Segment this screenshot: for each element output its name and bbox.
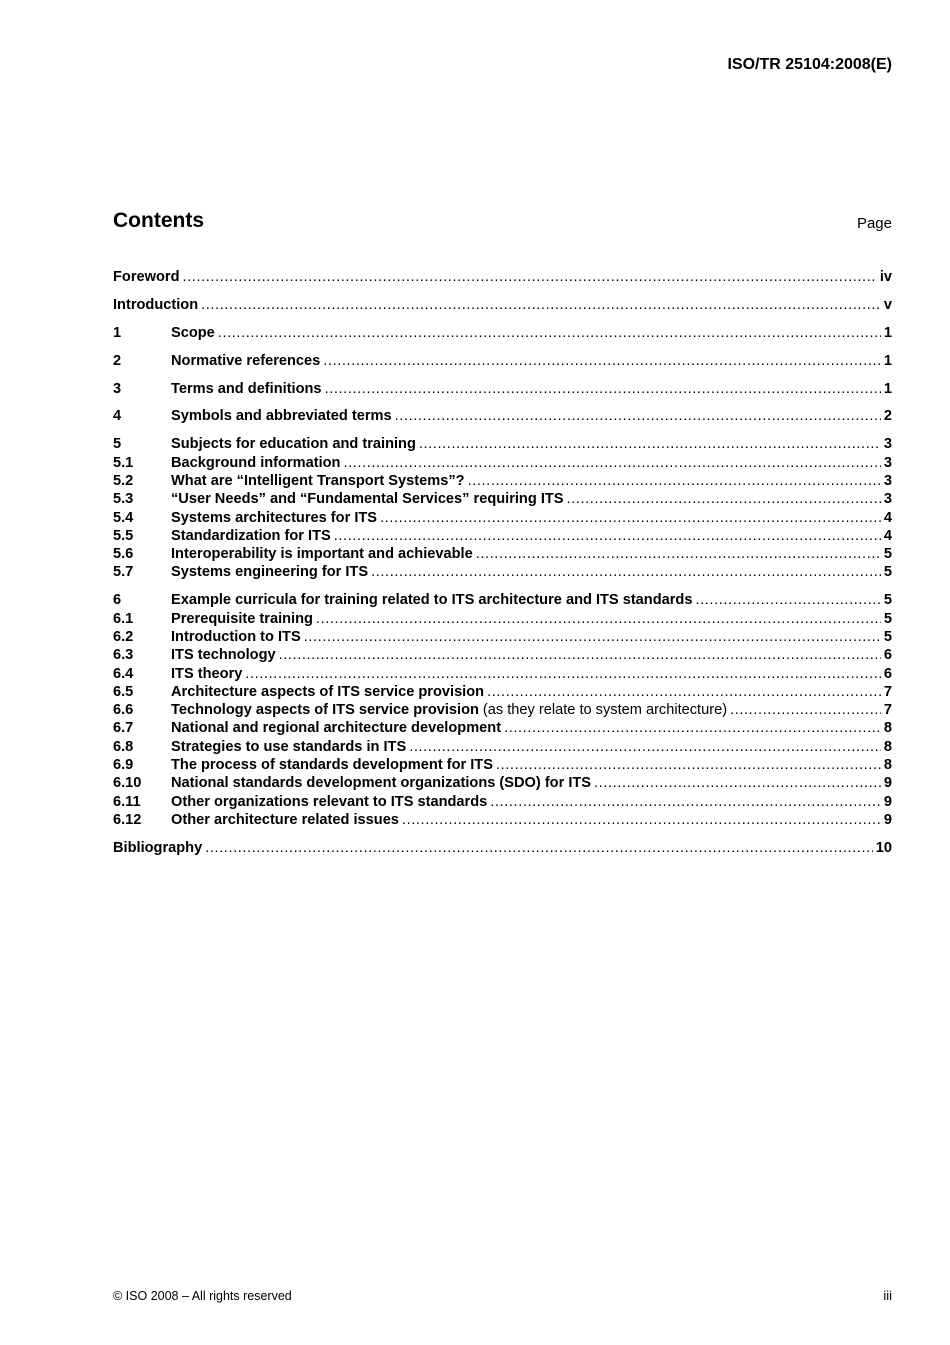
- toc-number: 2: [113, 352, 122, 369]
- toc-page: 9: [883, 811, 892, 828]
- toc-entry-5-6[interactable]: [113, 545, 892, 563]
- dot-leader: [279, 646, 881, 664]
- dot-leader: [380, 509, 881, 527]
- toc-number: 6.4: [113, 665, 134, 682]
- dot-leader: [468, 472, 881, 490]
- dot-leader: [567, 490, 881, 508]
- toc-page: 2: [883, 408, 892, 425]
- dot-leader: [594, 774, 881, 792]
- toc-page: 5: [883, 592, 892, 609]
- dot-leader: [409, 738, 881, 756]
- dot-leader: [182, 268, 876, 286]
- toc-number: 6.1: [113, 610, 134, 627]
- toc-entry-5-3[interactable]: [113, 490, 892, 508]
- toc-title: Normative references: [171, 352, 321, 369]
- dot-leader: [205, 839, 873, 857]
- toc-entry-6-7[interactable]: [113, 719, 892, 737]
- toc-title: Other organizations relevant to ITS standards: [171, 793, 488, 810]
- toc-number: 3: [113, 380, 122, 397]
- toc-number: 6.12: [113, 811, 142, 828]
- toc-number: 5.4: [113, 509, 134, 526]
- toc-page: 9: [883, 775, 892, 792]
- toc-page: 6: [883, 665, 892, 682]
- toc-page: 4: [883, 527, 892, 544]
- toc-entry-6-3[interactable]: [113, 646, 892, 664]
- dot-leader: [218, 324, 881, 342]
- dot-leader: [402, 811, 881, 829]
- toc-entry-2[interactable]: [113, 352, 892, 370]
- dot-leader: [343, 454, 880, 472]
- toc-page: 8: [883, 738, 892, 755]
- toc-page: 1: [883, 352, 892, 369]
- toc-entry-6-4[interactable]: [113, 665, 892, 683]
- toc-entry-introduction[interactable]: [113, 296, 892, 314]
- toc-page: 1: [883, 324, 892, 341]
- toc-title: Technology aspects of ITS service provision: [171, 702, 479, 719]
- dot-leader: [323, 352, 881, 370]
- toc-entry-5-1[interactable]: [113, 454, 892, 472]
- toc-page: 5: [883, 564, 892, 581]
- dot-leader: [490, 793, 881, 811]
- toc-title: Introduction to ITS: [171, 628, 301, 645]
- toc-entry-1[interactable]: [113, 324, 892, 342]
- toc-title: Bibliography: [113, 839, 203, 856]
- toc-entry-6-2[interactable]: [113, 628, 892, 646]
- toc-title: Architecture aspects of ITS service provision: [171, 683, 485, 700]
- toc-number: 6.3: [113, 647, 134, 664]
- dot-leader: [371, 563, 881, 581]
- toc-page: 1: [883, 380, 892, 397]
- page-number: iii: [883, 1288, 892, 1303]
- toc-entry-6-12[interactable]: [113, 811, 892, 829]
- toc-page: 5: [883, 628, 892, 645]
- toc-page: 3: [883, 472, 892, 489]
- toc-number: 6.8: [113, 738, 134, 755]
- toc-entry-foreword[interactable]: [113, 268, 892, 286]
- toc-entry-5[interactable]: [113, 435, 892, 453]
- toc-title: Systems architectures for ITS: [171, 509, 378, 526]
- toc-number: 5.2: [113, 472, 134, 489]
- dot-leader: [695, 591, 880, 609]
- toc-entry-5-2[interactable]: [113, 472, 892, 490]
- page-column-label: Page: [856, 215, 892, 232]
- toc-entry-4[interactable]: [113, 407, 892, 425]
- toc-page: 4: [883, 509, 892, 526]
- toc-page: 3: [883, 491, 892, 508]
- toc-page: iv: [879, 269, 892, 285]
- toc-number: 5: [113, 436, 122, 453]
- toc-title-note: (as they relate to system architecture): [482, 702, 728, 719]
- dot-leader: [201, 296, 881, 314]
- table-of-contents: [113, 268, 892, 857]
- toc-title: Symbols and abbreviated terms: [171, 408, 392, 425]
- toc-page: 5: [883, 610, 892, 627]
- toc-number: 6.2: [113, 628, 134, 645]
- toc-page: 8: [883, 756, 892, 773]
- dot-leader: [304, 628, 881, 646]
- toc-page: 3: [883, 436, 892, 453]
- toc-number: 5.7: [113, 564, 134, 581]
- toc-entry-5-7[interactable]: [113, 563, 892, 581]
- toc-entry-6[interactable]: [113, 591, 892, 609]
- dot-leader: [395, 407, 881, 425]
- toc-entry-6-5[interactable]: [113, 683, 892, 701]
- toc-page: 5: [883, 546, 892, 563]
- toc-page: v: [883, 296, 892, 313]
- toc-title: National and regional architecture development: [171, 720, 502, 737]
- toc-title: Foreword: [113, 269, 180, 285]
- toc-title: National standards development organizations (SDO) for ITS: [171, 775, 592, 792]
- toc-title: Scope: [171, 324, 215, 341]
- document-id: ISO/TR 25104:2008(E): [727, 56, 892, 73]
- dot-leader: [334, 527, 881, 545]
- toc-title: Example curricula for training related to ITS architecture and ITS standards: [171, 592, 693, 609]
- toc-entry-6-10[interactable]: [113, 774, 892, 792]
- toc-page: 3: [883, 454, 892, 471]
- toc-number: 5.6: [113, 546, 134, 563]
- dot-leader: [504, 719, 881, 737]
- toc-number: 1: [113, 324, 122, 341]
- toc-title: “User Needs” and “Fundamental Services” requiring ITS: [171, 491, 564, 508]
- toc-title: Other architecture related issues: [171, 811, 399, 828]
- toc-number: 6.10: [113, 775, 142, 792]
- dot-leader: [730, 701, 881, 719]
- copyright-notice: © ISO 2008 – All rights reserved: [113, 1289, 292, 1303]
- toc-page: 8: [883, 720, 892, 737]
- toc-number: 5.3: [113, 491, 134, 508]
- toc-number: 4: [113, 408, 122, 425]
- toc-entry-6-6[interactable]: [113, 701, 892, 719]
- toc-title: ITS technology: [171, 647, 276, 664]
- toc-title: Standardization for ITS: [171, 527, 331, 544]
- toc-number: 6.5: [113, 683, 134, 700]
- toc-title: Prerequisite training: [171, 610, 313, 627]
- toc-number: 5.1: [113, 454, 134, 471]
- toc-entry-3[interactable]: [113, 380, 892, 398]
- toc-page: 10: [875, 839, 892, 856]
- toc-number: 6: [113, 592, 122, 609]
- page-title: Contents: [113, 209, 204, 232]
- toc-title: Introduction: [113, 296, 199, 313]
- toc-title: Terms and definitions: [171, 380, 322, 397]
- dot-leader: [487, 683, 881, 701]
- dot-leader: [245, 665, 881, 683]
- toc-entry-6-11[interactable]: [113, 793, 892, 811]
- toc-title: Background information: [171, 454, 341, 471]
- toc-entry-5-5[interactable]: [113, 527, 892, 545]
- toc-entry-6-1[interactable]: [113, 610, 892, 628]
- toc-entry-6-9[interactable]: [113, 756, 892, 774]
- toc-title: ITS theory: [171, 665, 243, 682]
- toc-title: Strategies to use standards in ITS: [171, 738, 407, 755]
- toc-page: 6: [883, 647, 892, 664]
- toc-page: 7: [883, 683, 892, 700]
- toc-page: 9: [883, 793, 892, 810]
- toc-number: 6.6: [113, 702, 134, 719]
- toc-title: What are “Intelligent Transport Systems”?: [171, 472, 465, 489]
- toc-title: Interoperability is important and achievable: [171, 546, 473, 563]
- dot-leader: [419, 435, 881, 453]
- toc-entry-bibliography[interactable]: [113, 839, 892, 857]
- dot-leader: [325, 380, 881, 398]
- toc-title: Subjects for education and training: [171, 436, 416, 453]
- toc-number: 5.5: [113, 527, 134, 544]
- dot-leader: [496, 756, 881, 774]
- toc-title: Systems engineering for ITS: [171, 564, 369, 581]
- dot-leader: [476, 545, 881, 563]
- toc-title: The process of standards development for ITS: [171, 756, 493, 773]
- dot-leader: [316, 610, 881, 628]
- toc-page: 7: [883, 702, 892, 719]
- toc-entry-5-4[interactable]: [113, 509, 892, 527]
- toc-entry-6-8[interactable]: [113, 738, 892, 756]
- toc-number: 6.9: [113, 756, 134, 773]
- toc-number: 6.7: [113, 720, 134, 737]
- toc-number: 6.11: [113, 793, 141, 810]
